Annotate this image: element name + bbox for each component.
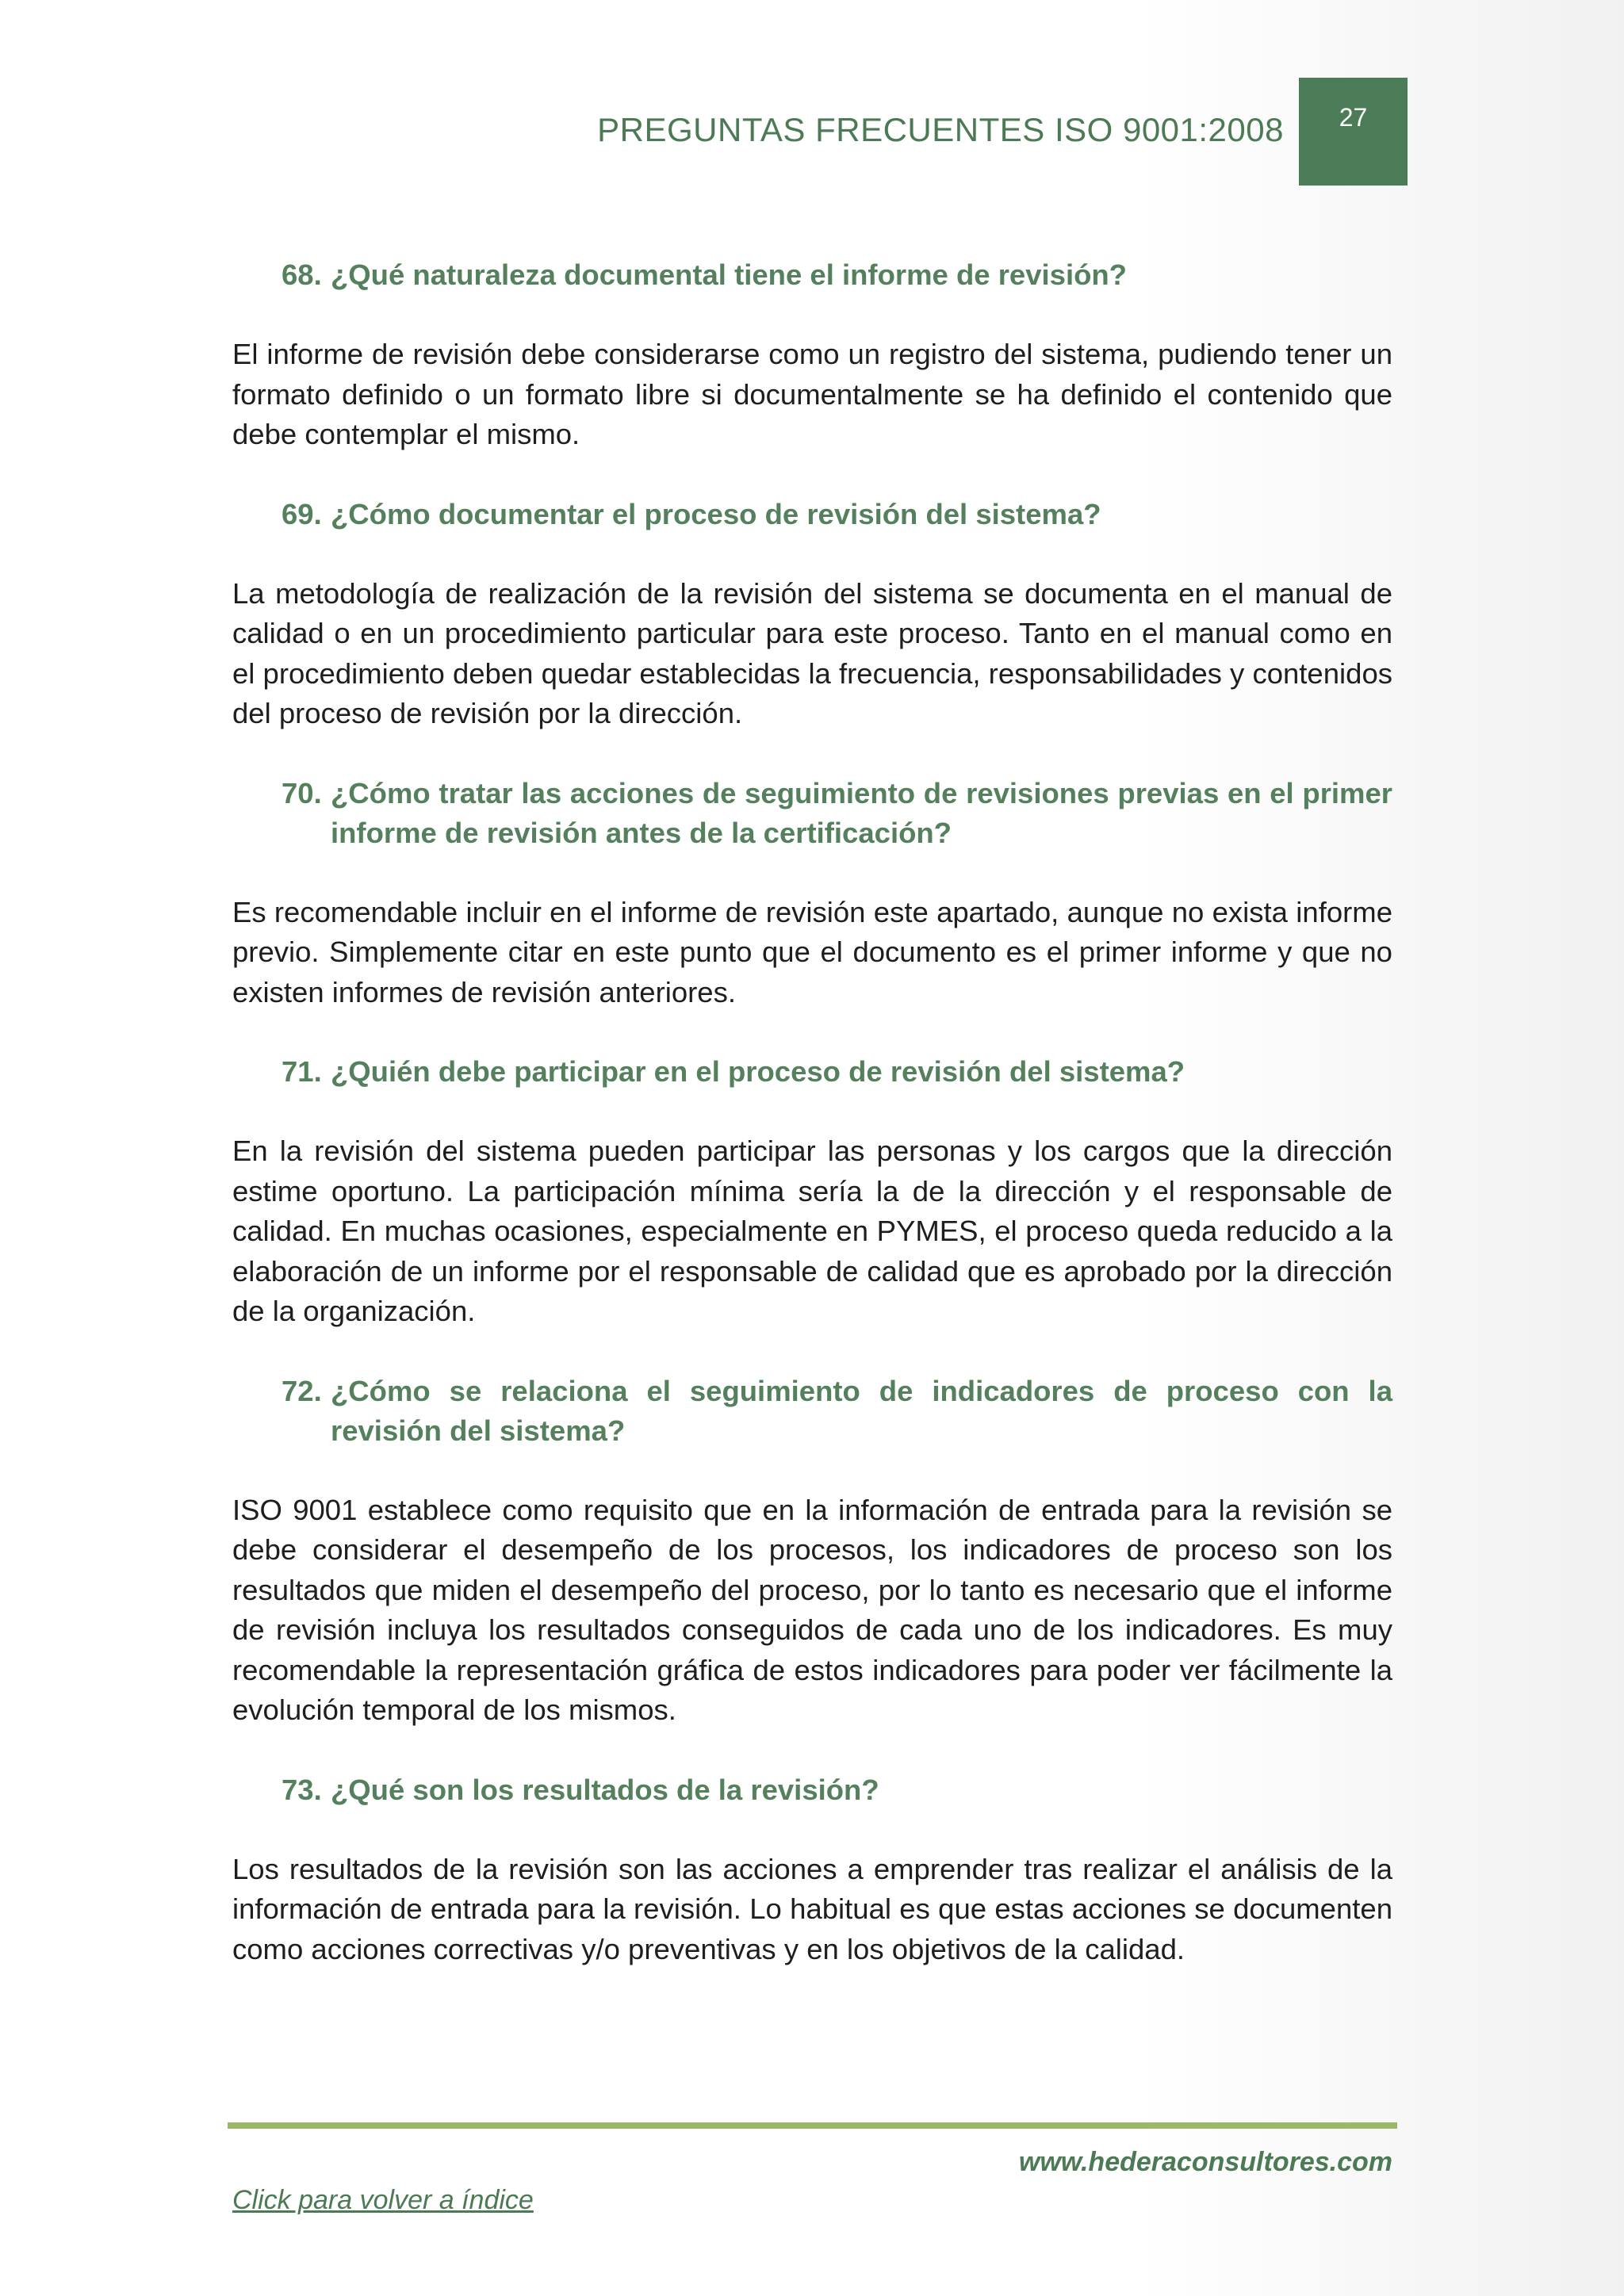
question-text: ¿Cómo se relaciona el seguimiento de indicadores de proceso con la revisión del sistema? (331, 1374, 1392, 1447)
faq-answer: Los resultados de la revisión son las acciones a emprender tras realizar el análisis de la información de entrada para la revisión. Lo habitual es que estas acciones se documenten como acciones correctivas y/o preventivas y en los objetivos de la calidad. (232, 1852, 1392, 1965)
question-text: ¿Cómo documentar el proceso de revisión del sistema? (331, 497, 1101, 530)
header-title: PREGUNTAS FRECUENTES ISO 9001:2008 (597, 111, 1284, 148)
page-number-badge: 27 (1299, 78, 1408, 186)
faq-question (232, 255, 1392, 295)
faq-question (232, 495, 1392, 534)
question-number: 71. (282, 1055, 322, 1088)
question-number: 73. (282, 1773, 322, 1806)
faq-answer: El informe de revisión debe considerarse como un registro del sistema, pudiendo tener un formato definido o un formato libre si documentalmente se ha definido el contenido que debe contemplar el mismo. (232, 338, 1392, 450)
question-number: 69. (282, 497, 322, 530)
faq-answer: En la revisión del sistema pueden participar las personas y los cargos que la dirección estime oportuno. La participación mínima sería la de la dirección y el responsable de calidad. En muchas ocasiones, especialmente en PYMES, el proceso queda reducido a la elaboración de un informe por el responsable de calidad que es aprobado por la dirección de la organización. (232, 1135, 1392, 1327)
faq-question (232, 1770, 1392, 1810)
faq-content (232, 255, 1392, 2009)
faq-question (232, 774, 1392, 853)
back-to-index-link[interactable]: Click para volver a índice (232, 2185, 534, 2215)
question-number: 68. (282, 258, 322, 291)
faq-answer: ISO 9001 establece como requisito que en la información de entrada para la revisión se debe considerar el desempeño de los procesos, los indicadores de proceso son los resultados que miden el desempeño del proceso, por lo tanto es necesario que el informe de revisión incluya los resultados conseguidos de cada uno de los indicadores. Es muy recomendable la representación gráfica de estos indicadores para poder ver fácilmente la evolución temporal de los mismos. (232, 1493, 1392, 1726)
question-text: ¿Cómo tratar las acciones de seguimiento de revisiones previas en el primer informe de revisión antes de la certificación? (331, 776, 1392, 849)
faq-answer: La metodología de realización de la revisión del sistema se documenta en el manual de calidad o en un procedimiento particular para este proceso. Tanto en el manual como en el procedimiento deben quedar establecidas la frecuencia, responsabilidades y contenidos del proceso de revisión por la dirección. (232, 576, 1392, 729)
faq-answer: Es recomendable incluir en el informe de revisión este apartado, aunque no exista informe previo. Simplemente citar en este punto que el documento es el primer informe y que no existen informes de revisión anteriores. (232, 895, 1392, 1008)
question-text: ¿Quién debe participar en el proceso de revisión del sistema? (331, 1055, 1185, 1088)
footer-website: www.hederaconsultores.com (1018, 2147, 1392, 2177)
question-text: ¿Qué son los resultados de la revisión? (331, 1773, 879, 1806)
footer-divider (228, 2122, 1397, 2129)
question-number: 72. (282, 1374, 322, 1407)
question-number: 70. (282, 776, 322, 809)
faq-question (232, 1372, 1392, 1451)
question-text: ¿Qué naturaleza documental tiene el informe de revisión? (331, 258, 1127, 291)
faq-question (232, 1052, 1392, 1092)
